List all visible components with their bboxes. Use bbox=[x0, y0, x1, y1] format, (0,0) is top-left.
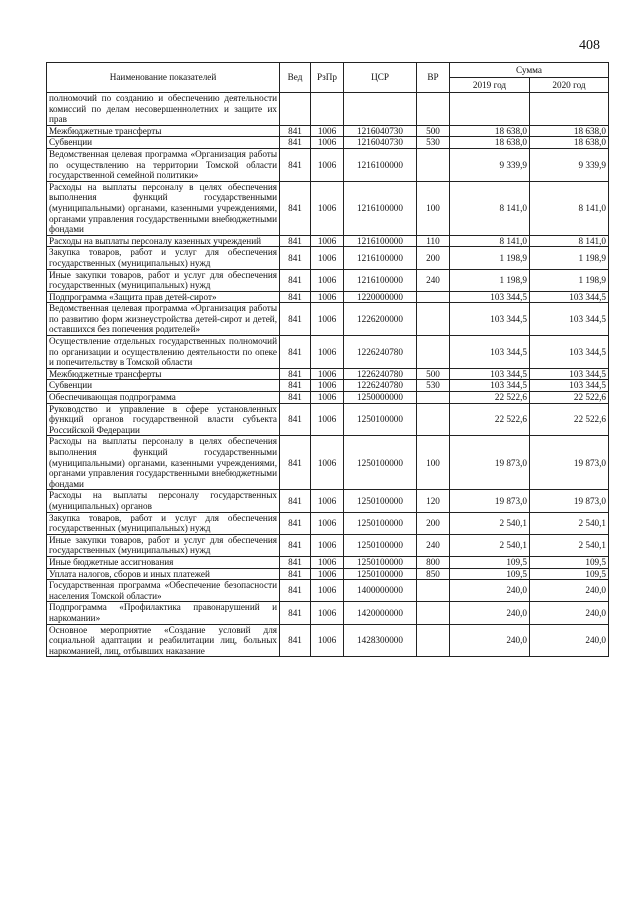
row-rzpr: 1006 bbox=[311, 602, 344, 624]
row-name: Подпрограмма «Защита прав детей-сирот» bbox=[47, 291, 280, 303]
row-rzpr: 1006 bbox=[311, 568, 344, 580]
row-csr: 1400000000 bbox=[344, 580, 417, 602]
header-csr: ЦСР bbox=[344, 63, 417, 93]
row-vr bbox=[417, 148, 450, 181]
row-rzpr: 1006 bbox=[311, 303, 344, 336]
row-sum-2019: 22 522,6 bbox=[450, 403, 530, 436]
table-header bbox=[47, 63, 609, 93]
row-rzpr: 1006 bbox=[311, 534, 344, 556]
row-sum-2019: 22 522,6 bbox=[450, 392, 530, 404]
row-rzpr: 1006 bbox=[311, 235, 344, 247]
row-csr: 1250100000 bbox=[344, 403, 417, 436]
row-rzpr: 1006 bbox=[311, 403, 344, 436]
row-sum-2020: 103 344,5 bbox=[530, 368, 609, 380]
row-vr: 100 bbox=[417, 436, 450, 490]
table-row bbox=[47, 556, 609, 568]
row-sum-2020: 109,5 bbox=[530, 556, 609, 568]
table-row bbox=[47, 580, 609, 602]
row-sum-2019: 19 873,0 bbox=[450, 490, 530, 512]
row-rzpr: 1006 bbox=[311, 137, 344, 149]
row-ved: 841 bbox=[280, 148, 311, 181]
row-rzpr bbox=[311, 93, 344, 126]
table-row bbox=[47, 403, 609, 436]
row-rzpr: 1006 bbox=[311, 181, 344, 235]
header-name: Наименование показателей bbox=[47, 63, 280, 93]
row-sum-2020: 240,0 bbox=[530, 624, 609, 657]
row-ved: 841 bbox=[280, 568, 311, 580]
budget-table bbox=[46, 62, 609, 657]
row-vr bbox=[417, 602, 450, 624]
table-row bbox=[47, 602, 609, 624]
row-ved: 841 bbox=[280, 125, 311, 137]
row-vr: 200 bbox=[417, 512, 450, 534]
row-ved: 841 bbox=[280, 380, 311, 392]
row-name: Закупка товаров, работ и услуг для обеспечения государственных (муниципальных) нужд bbox=[47, 512, 280, 534]
row-csr: 1216100000 bbox=[344, 269, 417, 291]
row-csr: 1420000000 bbox=[344, 602, 417, 624]
row-sum-2020: 8 141,0 bbox=[530, 235, 609, 247]
row-sum-2020: 103 344,5 bbox=[530, 380, 609, 392]
row-csr: 1220000000 bbox=[344, 291, 417, 303]
row-ved: 841 bbox=[280, 368, 311, 380]
row-ved: 841 bbox=[280, 512, 311, 534]
table-row bbox=[47, 125, 609, 137]
row-sum-2019: 103 344,5 bbox=[450, 291, 530, 303]
row-sum-2020: 2 540,1 bbox=[530, 534, 609, 556]
row-sum-2019: 19 873,0 bbox=[450, 436, 530, 490]
row-vr bbox=[417, 403, 450, 436]
row-csr: 1428300000 bbox=[344, 624, 417, 657]
row-sum-2019: 2 540,1 bbox=[450, 534, 530, 556]
row-ved: 841 bbox=[280, 403, 311, 436]
row-csr: 1216100000 bbox=[344, 235, 417, 247]
row-ved: 841 bbox=[280, 436, 311, 490]
row-ved: 841 bbox=[280, 392, 311, 404]
row-rzpr: 1006 bbox=[311, 125, 344, 137]
row-sum-2019: 109,5 bbox=[450, 568, 530, 580]
row-name: Государственная программа «Обеспечение безопасности населения Томской области» bbox=[47, 580, 280, 602]
row-ved: 841 bbox=[280, 235, 311, 247]
table-row bbox=[47, 512, 609, 534]
row-sum-2019: 18 638,0 bbox=[450, 125, 530, 137]
row-csr: 1216040730 bbox=[344, 125, 417, 137]
row-sum-2019: 9 339,9 bbox=[450, 148, 530, 181]
row-csr: 1226200000 bbox=[344, 303, 417, 336]
row-vr: 530 bbox=[417, 137, 450, 149]
row-rzpr: 1006 bbox=[311, 336, 344, 369]
table-row bbox=[47, 303, 609, 336]
row-csr: 1226240780 bbox=[344, 336, 417, 369]
row-vr bbox=[417, 392, 450, 404]
row-sum-2020: 109,5 bbox=[530, 568, 609, 580]
row-name: Подпрограмма «Профилактика правонарушений и наркомании» bbox=[47, 602, 280, 624]
row-vr: 200 bbox=[417, 247, 450, 269]
row-name: Субвенции bbox=[47, 137, 280, 149]
row-vr: 850 bbox=[417, 568, 450, 580]
row-ved: 841 bbox=[280, 556, 311, 568]
row-csr: 1216100000 bbox=[344, 148, 417, 181]
row-vr: 240 bbox=[417, 269, 450, 291]
table-row bbox=[47, 137, 609, 149]
row-rzpr: 1006 bbox=[311, 556, 344, 568]
row-csr: 1250100000 bbox=[344, 436, 417, 490]
row-name: Субвенции bbox=[47, 380, 280, 392]
row-rzpr: 1006 bbox=[311, 148, 344, 181]
row-sum-2019 bbox=[450, 93, 530, 126]
row-vr bbox=[417, 291, 450, 303]
row-csr: 1250100000 bbox=[344, 568, 417, 580]
row-name: Расходы на выплаты персоналу казенных учреждений bbox=[47, 235, 280, 247]
table-row bbox=[47, 93, 609, 126]
row-sum-2019: 8 141,0 bbox=[450, 235, 530, 247]
page-number: 408 bbox=[579, 38, 600, 53]
row-sum-2019: 103 344,5 bbox=[450, 380, 530, 392]
row-vr: 530 bbox=[417, 380, 450, 392]
row-vr bbox=[417, 93, 450, 126]
header-ved: Вед bbox=[280, 63, 311, 93]
row-csr: 1216100000 bbox=[344, 247, 417, 269]
row-sum-2019: 103 344,5 bbox=[450, 368, 530, 380]
table-body bbox=[47, 93, 609, 657]
row-name: Основное мероприятие «Создание условий для социальной адаптации и реабилитации лиц, больных наркоманией, лиц, отбывших наказание bbox=[47, 624, 280, 657]
row-vr: 110 bbox=[417, 235, 450, 247]
row-name: Уплата налогов, сборов и иных платежей bbox=[47, 568, 280, 580]
row-vr: 120 bbox=[417, 490, 450, 512]
row-ved: 841 bbox=[280, 269, 311, 291]
row-csr: 1250000000 bbox=[344, 392, 417, 404]
row-rzpr: 1006 bbox=[311, 580, 344, 602]
row-vr bbox=[417, 303, 450, 336]
row-name: Ведомственная целевая программа «Организация работы по осуществлению на территории Томской области государственной семейной политики» bbox=[47, 148, 280, 181]
table-row bbox=[47, 392, 609, 404]
row-name: Расходы на выплаты персоналу в целях обеспечения выполнения функций государственными (муниципальными) органами, казенными учреждениями, органами управления государственными внебюджетными фондами bbox=[47, 436, 280, 490]
row-rzpr: 1006 bbox=[311, 368, 344, 380]
row-vr bbox=[417, 624, 450, 657]
row-sum-2020: 19 873,0 bbox=[530, 490, 609, 512]
row-ved: 841 bbox=[280, 137, 311, 149]
row-name: Расходы на выплаты персоналу государственных (муниципальных) органов bbox=[47, 490, 280, 512]
row-csr: 1250100000 bbox=[344, 556, 417, 568]
row-csr: 1226240780 bbox=[344, 368, 417, 380]
row-rzpr: 1006 bbox=[311, 291, 344, 303]
row-csr: 1250100000 bbox=[344, 534, 417, 556]
table-row bbox=[47, 368, 609, 380]
row-sum-2020: 240,0 bbox=[530, 602, 609, 624]
row-sum-2020: 18 638,0 bbox=[530, 137, 609, 149]
row-csr: 1250100000 bbox=[344, 490, 417, 512]
row-name: Иные закупки товаров, работ и услуг для обеспечения государственных (муниципальных) нужд bbox=[47, 534, 280, 556]
row-sum-2019: 1 198,9 bbox=[450, 269, 530, 291]
row-ved: 841 bbox=[280, 336, 311, 369]
row-vr: 500 bbox=[417, 125, 450, 137]
row-ved: 841 bbox=[280, 602, 311, 624]
row-name: Межбюджетные трансферты bbox=[47, 368, 280, 380]
table-row bbox=[47, 568, 609, 580]
row-vr: 240 bbox=[417, 534, 450, 556]
row-name: Закупка товаров, работ и услуг для обеспечения государственных (муниципальных) нужд bbox=[47, 247, 280, 269]
row-vr bbox=[417, 580, 450, 602]
header-year-2019: 2019 год bbox=[450, 78, 530, 93]
table-row bbox=[47, 247, 609, 269]
table-row bbox=[47, 490, 609, 512]
row-name: Осуществление отдельных государственных полномочий по организации и осуществлению деятельности по опеке и попечительству в Томской области bbox=[47, 336, 280, 369]
row-sum-2020: 9 339,9 bbox=[530, 148, 609, 181]
row-ved bbox=[280, 93, 311, 126]
row-sum-2020: 18 638,0 bbox=[530, 125, 609, 137]
table-row bbox=[47, 148, 609, 181]
row-rzpr: 1006 bbox=[311, 512, 344, 534]
row-sum-2019: 18 638,0 bbox=[450, 137, 530, 149]
row-sum-2019: 1 198,9 bbox=[450, 247, 530, 269]
header-year-2020: 2020 год bbox=[530, 78, 609, 93]
row-ved: 841 bbox=[280, 181, 311, 235]
row-ved: 841 bbox=[280, 291, 311, 303]
row-csr bbox=[344, 93, 417, 126]
row-sum-2019: 240,0 bbox=[450, 602, 530, 624]
row-name: Ведомственная целевая программа «Организация работы по развитию форм жизнеустройства детей-сирот и детей, оставшихся без попечения родителей» bbox=[47, 303, 280, 336]
header-summa: Сумма bbox=[450, 63, 609, 78]
row-rzpr: 1006 bbox=[311, 380, 344, 392]
row-rzpr: 1006 bbox=[311, 490, 344, 512]
table-row bbox=[47, 380, 609, 392]
row-name: Иные закупки товаров, работ и услуг для обеспечения государственных (муниципальных) нужд bbox=[47, 269, 280, 291]
row-sum-2019: 103 344,5 bbox=[450, 303, 530, 336]
row-name: Руководство и управление в сфере установленных функций органов государственной власти субъекта Российской Федерации bbox=[47, 403, 280, 436]
row-csr: 1250100000 bbox=[344, 512, 417, 534]
row-sum-2019: 240,0 bbox=[450, 624, 530, 657]
table-row bbox=[47, 336, 609, 369]
row-ved: 841 bbox=[280, 624, 311, 657]
row-rzpr: 1006 bbox=[311, 269, 344, 291]
row-vr bbox=[417, 336, 450, 369]
row-sum-2020: 240,0 bbox=[530, 580, 609, 602]
row-ved: 841 bbox=[280, 247, 311, 269]
row-ved: 841 bbox=[280, 534, 311, 556]
row-rzpr: 1006 bbox=[311, 392, 344, 404]
row-rzpr: 1006 bbox=[311, 624, 344, 657]
row-name: Межбюджетные трансферты bbox=[47, 125, 280, 137]
row-csr: 1226240780 bbox=[344, 380, 417, 392]
row-sum-2020: 103 344,5 bbox=[530, 291, 609, 303]
row-sum-2020: 19 873,0 bbox=[530, 436, 609, 490]
table-row bbox=[47, 534, 609, 556]
header-rzpr: РзПр bbox=[311, 63, 344, 93]
table-row bbox=[47, 291, 609, 303]
table-row bbox=[47, 235, 609, 247]
row-sum-2019: 240,0 bbox=[450, 580, 530, 602]
row-sum-2020: 103 344,5 bbox=[530, 303, 609, 336]
row-sum-2020: 22 522,6 bbox=[530, 403, 609, 436]
row-rzpr: 1006 bbox=[311, 247, 344, 269]
table-row bbox=[47, 624, 609, 657]
table-row bbox=[47, 181, 609, 235]
row-vr: 100 bbox=[417, 181, 450, 235]
row-ved: 841 bbox=[280, 490, 311, 512]
row-csr: 1216100000 bbox=[344, 181, 417, 235]
row-sum-2019: 2 540,1 bbox=[450, 512, 530, 534]
table-row bbox=[47, 269, 609, 291]
row-sum-2020: 8 141,0 bbox=[530, 181, 609, 235]
row-sum-2020: 1 198,9 bbox=[530, 247, 609, 269]
row-sum-2020: 22 522,6 bbox=[530, 392, 609, 404]
row-csr: 1216040730 bbox=[344, 137, 417, 149]
row-vr: 500 bbox=[417, 368, 450, 380]
row-sum-2019: 103 344,5 bbox=[450, 336, 530, 369]
row-ved: 841 bbox=[280, 580, 311, 602]
row-name: Обеспечивающая подпрограмма bbox=[47, 392, 280, 404]
table-row bbox=[47, 436, 609, 490]
header-vr: ВР bbox=[417, 63, 450, 93]
row-sum-2020: 103 344,5 bbox=[530, 336, 609, 369]
row-sum-2020: 1 198,9 bbox=[530, 269, 609, 291]
row-name: Иные бюджетные ассигнования bbox=[47, 556, 280, 568]
row-sum-2019: 8 141,0 bbox=[450, 181, 530, 235]
row-sum-2019: 109,5 bbox=[450, 556, 530, 568]
row-sum-2020 bbox=[530, 93, 609, 126]
row-rzpr: 1006 bbox=[311, 436, 344, 490]
row-vr: 800 bbox=[417, 556, 450, 568]
row-name: Расходы на выплаты персоналу в целях обеспечения выполнения функций государственными (муниципальными) органами, казенными учреждениями, органами управления государственными внебюджетными фондами bbox=[47, 181, 280, 235]
row-name: полномочий по созданию и обеспечению деятельности комиссий по делам несовершеннолетних и защите их прав bbox=[47, 93, 280, 126]
row-sum-2020: 2 540,1 bbox=[530, 512, 609, 534]
row-ved: 841 bbox=[280, 303, 311, 336]
